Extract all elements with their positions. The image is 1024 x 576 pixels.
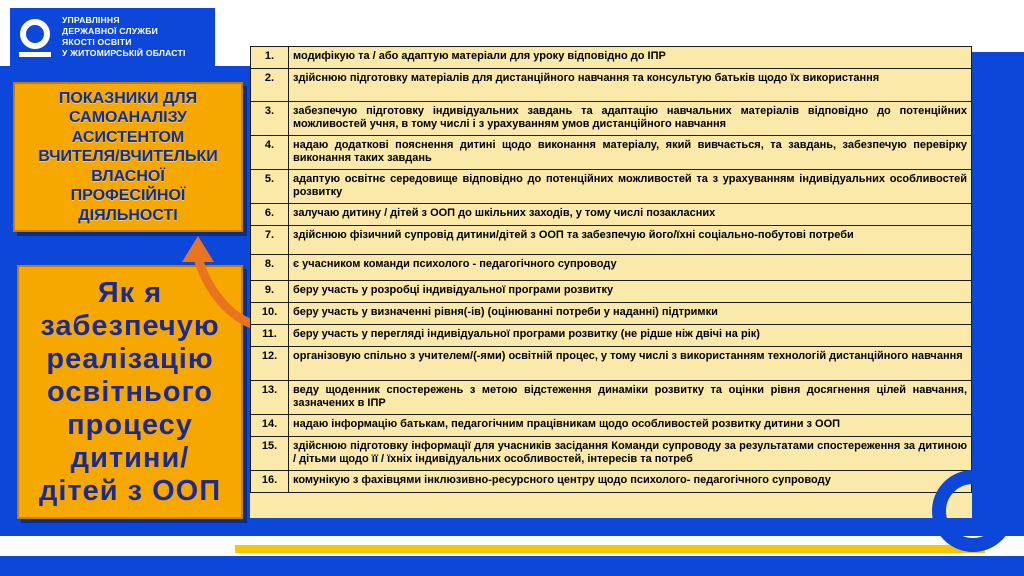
title-line: САМОАНАЛІЗУ [69,109,187,127]
table-row [251,437,972,471]
table-row [251,47,972,69]
title-box [13,82,243,232]
row-text: здійснюю підготовку інформації для учасників засідання Команди супроводу за результатами спостереження за дитиною / дітьми щодо її / їхніх індивідуальних особливостей, інтересів та потреб [289,437,972,471]
title-line: ДІЯЛЬНОСТІ [78,206,178,224]
table-row [251,325,972,347]
title-line: АСИСТЕНТОМ [71,128,185,146]
row-text: надаю додаткові пояснення дитині щодо виконання матеріалу, який вивчається, та завдань, забезпечую перевірку виконання таких завдань [289,136,972,170]
table-row [251,204,972,226]
question-line: освітнього [46,375,214,408]
row-number: 4. [251,136,289,170]
row-number: 11. [251,325,289,347]
row-text: надаю інформацію батькам, педагогічним працівникам щодо особливостей розвитку дитини з ООП [289,415,972,437]
question-line: Як я [97,276,163,309]
table-row [251,415,972,437]
row-number: 14. [251,415,289,437]
question-line: реалізацію [46,342,214,375]
row-text: беру участь у визначенні рівня(-ів) (оцінюванні потреби у наданні) підтримки [289,303,972,325]
table-row [251,281,972,303]
row-number: 7. [251,226,289,255]
title-line: ПОКАЗНИКИ ДЛЯ [58,89,198,107]
logo-line: УПРАВЛІННЯ [62,15,120,25]
row-text: здійснюю підготовку матеріалів для дистанційного навчання та консультую батьків щодо їх використання [289,69,972,102]
row-text: є учасником команди психолого - педагогічного супроводу [289,255,972,281]
row-text: беру участь у перегляді індивідуальної програми розвитку (не рідше ніж двічі на рік) [289,325,972,347]
row-number: 12. [251,347,289,381]
table-row [251,255,972,281]
row-number: 2. [251,69,289,102]
question-line: дітей з ООП [38,474,222,507]
bottom-blue-bar [0,556,1024,576]
row-text: модифікую та / або адаптую матеріали для уроку відповідно до ІПР [289,47,972,69]
row-number: 9. [251,281,289,303]
indicators-grid [250,46,972,493]
row-text: забезпечую підготовку індивідуальних завдань та адаптацію навчальних матеріалів відповідно до потенційних можливостей учня, в тому числі і з урахуванням умов дистанційного навчання [289,102,972,136]
question-line: процесу [67,408,193,441]
yellow-accent-strip [235,545,985,553]
page-title [38,89,217,226]
ring-decoration-icon [932,470,1014,552]
logo-ring-icon [16,17,54,57]
table-row [251,226,972,255]
row-text: беру участь у розробці індивідуальної програми розвитку [289,281,972,303]
title-line: ПРОФЕСІЙНОЇ [70,187,186,205]
question-line: дитини/ [70,441,190,474]
title-line: ВЧИТЕЛЯ/ВЧИТЕЛЬКИ [38,148,218,166]
row-text: адаптую освітнє середовище відповідно до потенційних можливостей та з урахуванням індивідуальних особливостей розвитку [289,170,972,204]
logo-line: ЯКОСТІ ОСВІТИ [62,37,132,47]
table-row [251,102,972,136]
row-number: 10. [251,303,289,325]
row-number: 8. [251,255,289,281]
table-row [251,347,972,381]
row-number: 15. [251,437,289,471]
logo-line: ДЕРЖАВНОЇ СЛУЖБИ [62,26,158,36]
question-line: забезпечую [40,309,220,342]
row-number: 16. [251,471,289,493]
organization-logo [10,8,215,66]
row-number: 1. [251,47,289,69]
row-number: 5. [251,170,289,204]
row-text: залучаю дитину / дітей з ООП до шкільних заходів, у тому числі позакласних [289,204,972,226]
row-text: здійснюю фізичний супровід дитини/дітей з ООП та забезпечую його/їхні соціально-побутові потреби [289,226,972,255]
logo-line: У ЖИТОМИРСЬКІЙ ОБЛАСТІ [62,48,186,58]
table-row [251,69,972,102]
indicators-table [250,46,972,518]
row-text: організовую спільно з учителем/(-ями) освітній процес, у тому числі з використанням технологій дистанційного навчання [289,347,972,381]
logo-text [62,15,186,59]
table-row [251,381,972,415]
row-number: 13. [251,381,289,415]
row-text: веду щоденник спостережень з метою відстеження динаміки розвитку та оцінки рівня досягнення цілей навчання, зазначених в ІПР [289,381,972,415]
row-number: 3. [251,102,289,136]
row-number: 6. [251,204,289,226]
title-line: ВЛАСНОЇ [91,167,165,185]
table-row [251,303,972,325]
table-row [251,170,972,204]
table-row [251,136,972,170]
table-row [251,471,972,493]
row-text: комунікую з фахівцями інклюзивно-ресурсного центру щодо психолого- педагогічного супроводу [289,471,972,493]
